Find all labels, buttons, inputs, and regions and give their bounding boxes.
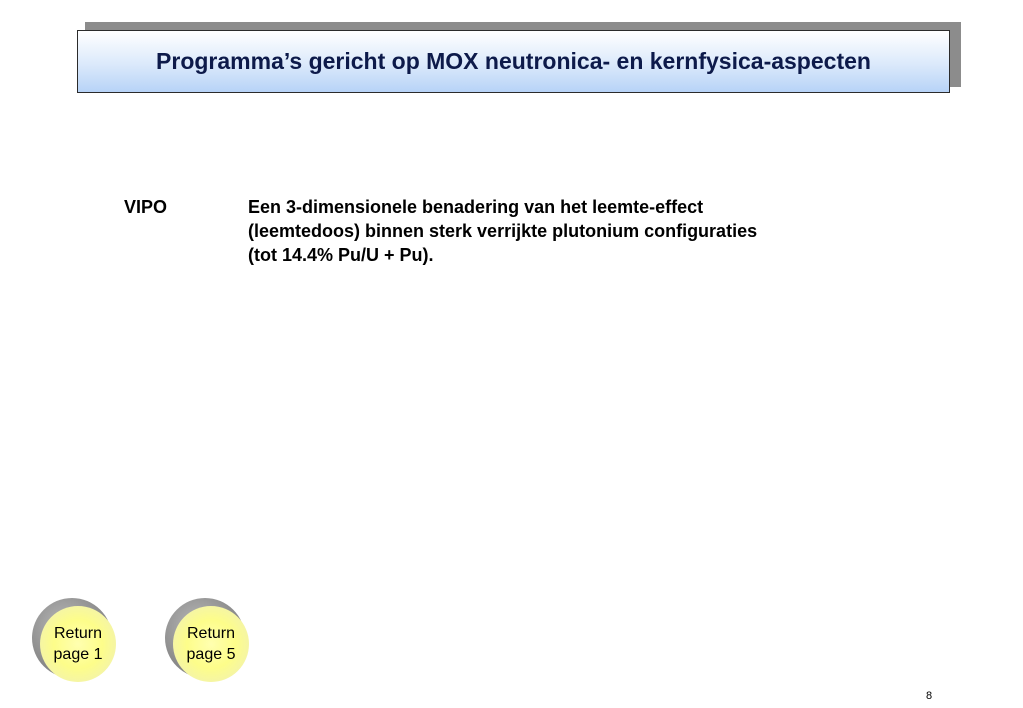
entry-description-line: (tot 14.4% Pu/U + Pu). [248, 245, 434, 265]
entry-description-line: Een 3-dimensionele benadering van het leemte-effect [248, 197, 704, 217]
button-disc[interactable] [40, 606, 116, 682]
entry-description [248, 195, 888, 267]
return-page-5-button[interactable] [165, 598, 257, 682]
title-box [77, 30, 950, 93]
button-disc[interactable] [173, 606, 249, 682]
button-label-line1: Return [53, 625, 103, 642]
return-page-1-button[interactable] [32, 598, 124, 682]
page-number: 8 [926, 690, 933, 702]
page-title: Programma’s gericht op MOX neutronica- en kernfysica-aspecten [156, 48, 871, 74]
button-label-line1: Return [186, 625, 236, 642]
entry-description-line: (leemtedoos) binnen sterk verrijkte plutonium configuraties [248, 221, 758, 241]
entry-label-vipo: VIPO [124, 197, 168, 217]
button-label-line2: page 1 [53, 646, 103, 663]
button-label-line2: page 5 [186, 646, 236, 663]
